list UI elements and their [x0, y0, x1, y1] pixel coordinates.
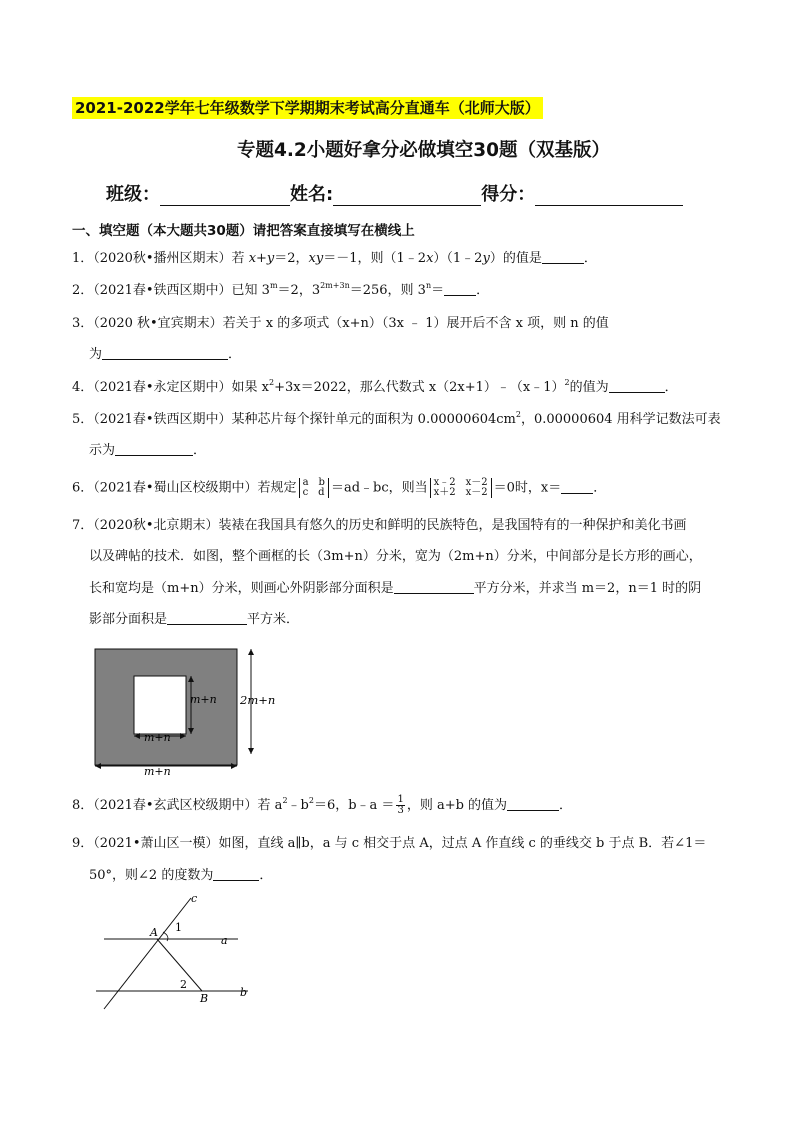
answer-blank-3[interactable]: [102, 345, 228, 360]
label-a: a: [221, 934, 228, 947]
label-inner-height: m+n: [190, 693, 217, 706]
label-B: B: [200, 992, 209, 1005]
frame-figure: [88, 644, 288, 779]
parallel-lines-figure: [90, 890, 270, 1015]
question-1: 1．（2020秋•播州区期末）若 x+y＝2，xy＝－1，则（1﹣2x）（1﹣2y）的值是 ．: [72, 251, 597, 266]
label-1: 1: [175, 921, 182, 934]
question-9: 9．（2021•萧山区一模）如图，直线 a∥b，a 与 c 相交于点 A，过点 A 作直线 c 的垂线交 b 于点 B．若∠1＝: [72, 836, 707, 851]
label-outer-height: 2m+n: [240, 693, 276, 707]
answer-blank-5[interactable]: [115, 441, 193, 456]
score-field[interactable]: [535, 187, 683, 206]
answer-blank-8[interactable]: [507, 796, 559, 811]
fraction-one-third: $\frac{1}{3}$: [397, 794, 404, 816]
question-7-line2: 以及碑帖的技术．如图，整个画框的长（3m+n）分米，宽为（2m+n）分米，中间部分是长方形的画心，: [89, 549, 702, 564]
name-field[interactable]: [333, 187, 481, 206]
label-c: c: [191, 892, 198, 905]
question-7: 7．（2020秋•北京期末）装裱在我国具有悠久的历史和鲜明的民族特色，是我国特有的一种保护和美化书画: [72, 518, 687, 533]
question-4: 4．（2021春•永定区期中）如果 $x^2+3x=2022$，那么代数式 x（2x+1）﹣（x﹣1）$^2$的值为 ．: [72, 378, 678, 395]
answer-blank-4[interactable]: [609, 378, 665, 393]
score-label: 得分：: [481, 184, 536, 205]
question-2: 2．（2021春•铁西区期中）已知 $3^m=2$，$3^{2m+3n}=256$，则 $3^n=$ ．: [72, 281, 490, 298]
class-label: 班级：: [106, 184, 160, 205]
section-title: 一、填空题（本大题共30题）请把答案直接填写在横线上: [72, 223, 415, 239]
question-8: 8．（2021春•玄武区校级期中）若 $a^2﹣b^2=6$，b﹣a ＝ $\frac{1}{3}$ ，则 a+b 的值为 ．: [72, 794, 573, 816]
header-banner: 2021-2022学年七年级数学下学期期末考试高分直通车（北师大版）: [72, 97, 543, 119]
determinant-1: a b c d: [299, 478, 329, 498]
question-7-line3: 长和宽均是（m+n）分米，则画心外阴影部分面积是 平方分米，并求当 m＝2，n＝1 时的阴: [89, 581, 702, 596]
question-5: 5．（2021春•铁西区期中）某种芯片每个探针单元的面积为 $0.00000604cm^2$，0.00000604 用科学记数法可表: [72, 410, 721, 427]
label-inner-width: m+n: [144, 731, 171, 744]
student-info-line: [106, 180, 683, 206]
label-A: A: [150, 926, 158, 939]
line-c: [104, 898, 191, 1009]
label-outer-width: m+n: [144, 765, 171, 778]
answer-blank-6[interactable]: [561, 479, 593, 494]
inner-picture: [134, 676, 186, 734]
question-9-line2: 50°，则∠2 的度数为 ．: [89, 868, 273, 883]
label-b: b: [240, 986, 248, 999]
answer-blank-2[interactable]: [444, 281, 476, 296]
answer-blank-7b[interactable]: [167, 610, 247, 625]
name-label: 姓名:: [290, 184, 334, 205]
question-6: 6．（2021春•蜀山区校级期中）若规定 a b c d ＝ad﹣bc，则当 x﹣2 x－2 x＋2 x－2 ＝0时，x＝ ．: [72, 477, 607, 498]
question-3-line2: 为 ．: [89, 347, 242, 362]
question-3: 3．（2020 秋•宜宾期末）若关于 x 的多项式（x+n）（3x ﹣ 1）展开后不含 x 项，则 n 的值: [72, 316, 609, 331]
determinant-2: x﹣2 x－2 x＋2 x－2: [430, 478, 492, 498]
label-2: 2: [180, 978, 187, 991]
class-field[interactable]: [160, 187, 290, 206]
question-5-line2: 示为 ．: [89, 443, 207, 458]
question-7-line4: 影部分面积是 平方米．: [89, 612, 300, 627]
answer-blank-9[interactable]: [213, 866, 259, 881]
answer-blank-1[interactable]: [542, 249, 584, 264]
answer-blank-7a[interactable]: [394, 579, 474, 594]
page-title: 专题4.2小题好拿分必做填空30题（双基版）: [237, 140, 611, 161]
